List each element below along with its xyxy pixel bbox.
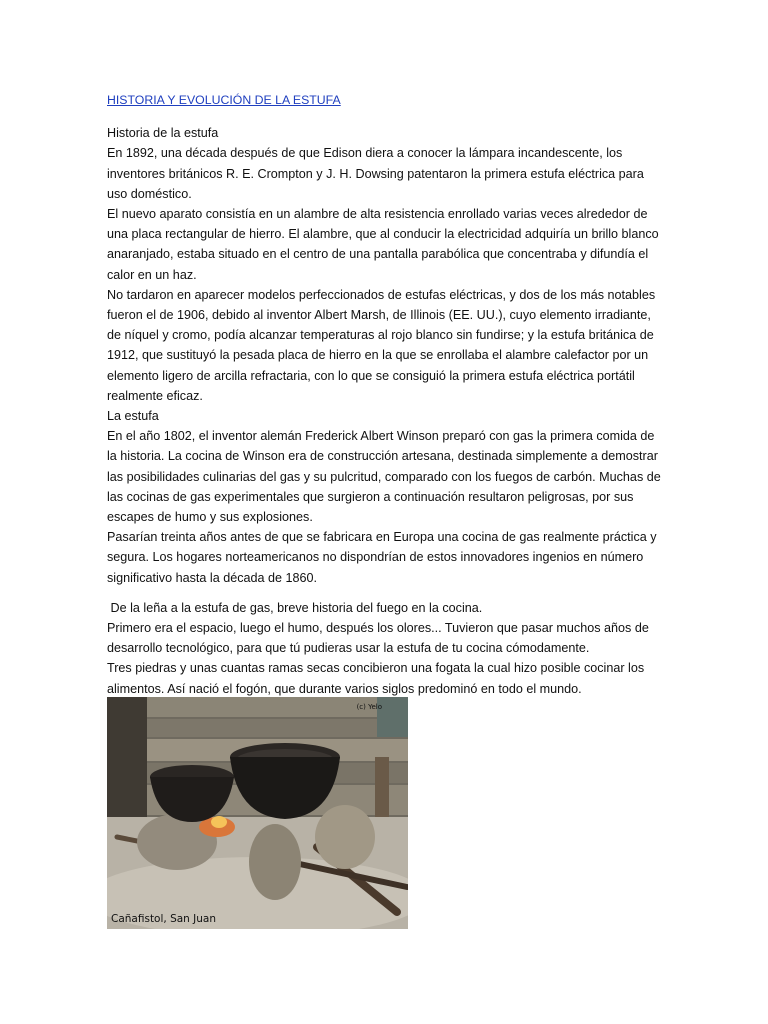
fire-flame: [211, 816, 227, 828]
section1-paragraph-3: No tardaron en aparecer modelos perfeccionados de estufas eléctricas, y dos de los más notables fueron el de 1906, debido al inventor Albert Marsh, de Illinois (EE. UU.), cuyo elemento irradiante, de níquel y cromo, podía alcanzar temperaturas al rojo blanco sin fundirse; y la estufa británica de 1912, que sustituyó la pesada placa de hierro en la que se enrollaba el alambre calefactor por un elemento ligero de arcilla refractaria, con lo que se consiguió la primera estufa eléctrica portátil realmente eficaz.: [107, 287, 656, 403]
section3-paragraph-2: Tres piedras y unas cuantas ramas secas concibieron una fogata la cual hizo posible cocinar los alimentos. Así nació el fogón, que durante varios siglos predominó en todo el mundo.: [107, 661, 645, 696]
stone-front: [249, 824, 301, 900]
document-body: [107, 90, 663, 699]
stone-right: [315, 805, 375, 869]
section2-paragraph-1: En el año 1802, el inventor alemán Frederick Albert Winson preparó con gas la primera comida de la historia. La cocina de Winson era de construcción artesana, destinada simplemente a demostrar las posibilidades culinarias del gas y su pulcritud, comparado con los fuegos de carbón. Muchas de las cocinas de gas experimentales que surgieron a continuación resultaron peligrosas, por sus escapes de humo y sus explosiones.: [107, 429, 661, 525]
photo-caption: Cañafistol, San Juan: [111, 913, 217, 925]
dark-corner: [107, 697, 147, 827]
title-link[interactable]: HISTORIA Y EVOLUCIÓN DE LA ESTUFA: [107, 93, 341, 107]
section1-heading: Historia de la estufa: [107, 126, 219, 141]
section1-paragraph-2: El nuevo aparato consistía en un alambre de alta resistencia enrollado varias veces alrededor de una placa rectangular de hierro. El alambre, que al conducir la electricidad adquiría un brillo blanco anaranjado, estaba situado en el centro de una pantalla parabólica que concentraba y difundía el calor en un haz.: [107, 207, 659, 282]
paragraph-gap: [107, 588, 663, 598]
photo-illustration: [107, 697, 408, 929]
section3-paragraph-1: Primero era el espacio, luego el humo, después los olores... Tuvieron que pasar muchos años de desarrollo tecnológico, para que tú pudieras usar la estufa de tu cocina cómodamente.: [107, 621, 649, 656]
section2-heading: La estufa: [107, 409, 159, 424]
section2-paragraph-2: Pasarían treinta años antes de que se fabricara en Europa una cocina de gas realmente práctica y segura. Los hogares norteamericanos no dispondrían de estos innovadores ingenios en número significativo hasta la década de 1860.: [107, 530, 657, 585]
wall-plank: [107, 719, 408, 737]
section3-heading: De la leña a la estufa de gas, breve historia del fuego en la cocina.: [107, 600, 483, 615]
cooking-fire-photo: [107, 697, 408, 929]
section1-paragraph-1: En 1892, una década después de que Edison diera a conocer la lámpara incandescente, los inventores británicos R. E. Crompton y J. H. Dowsing patentaron la primera estufa eléctrica para uso doméstico.: [107, 146, 644, 201]
photo-credit: (c) Yelo: [356, 703, 382, 711]
